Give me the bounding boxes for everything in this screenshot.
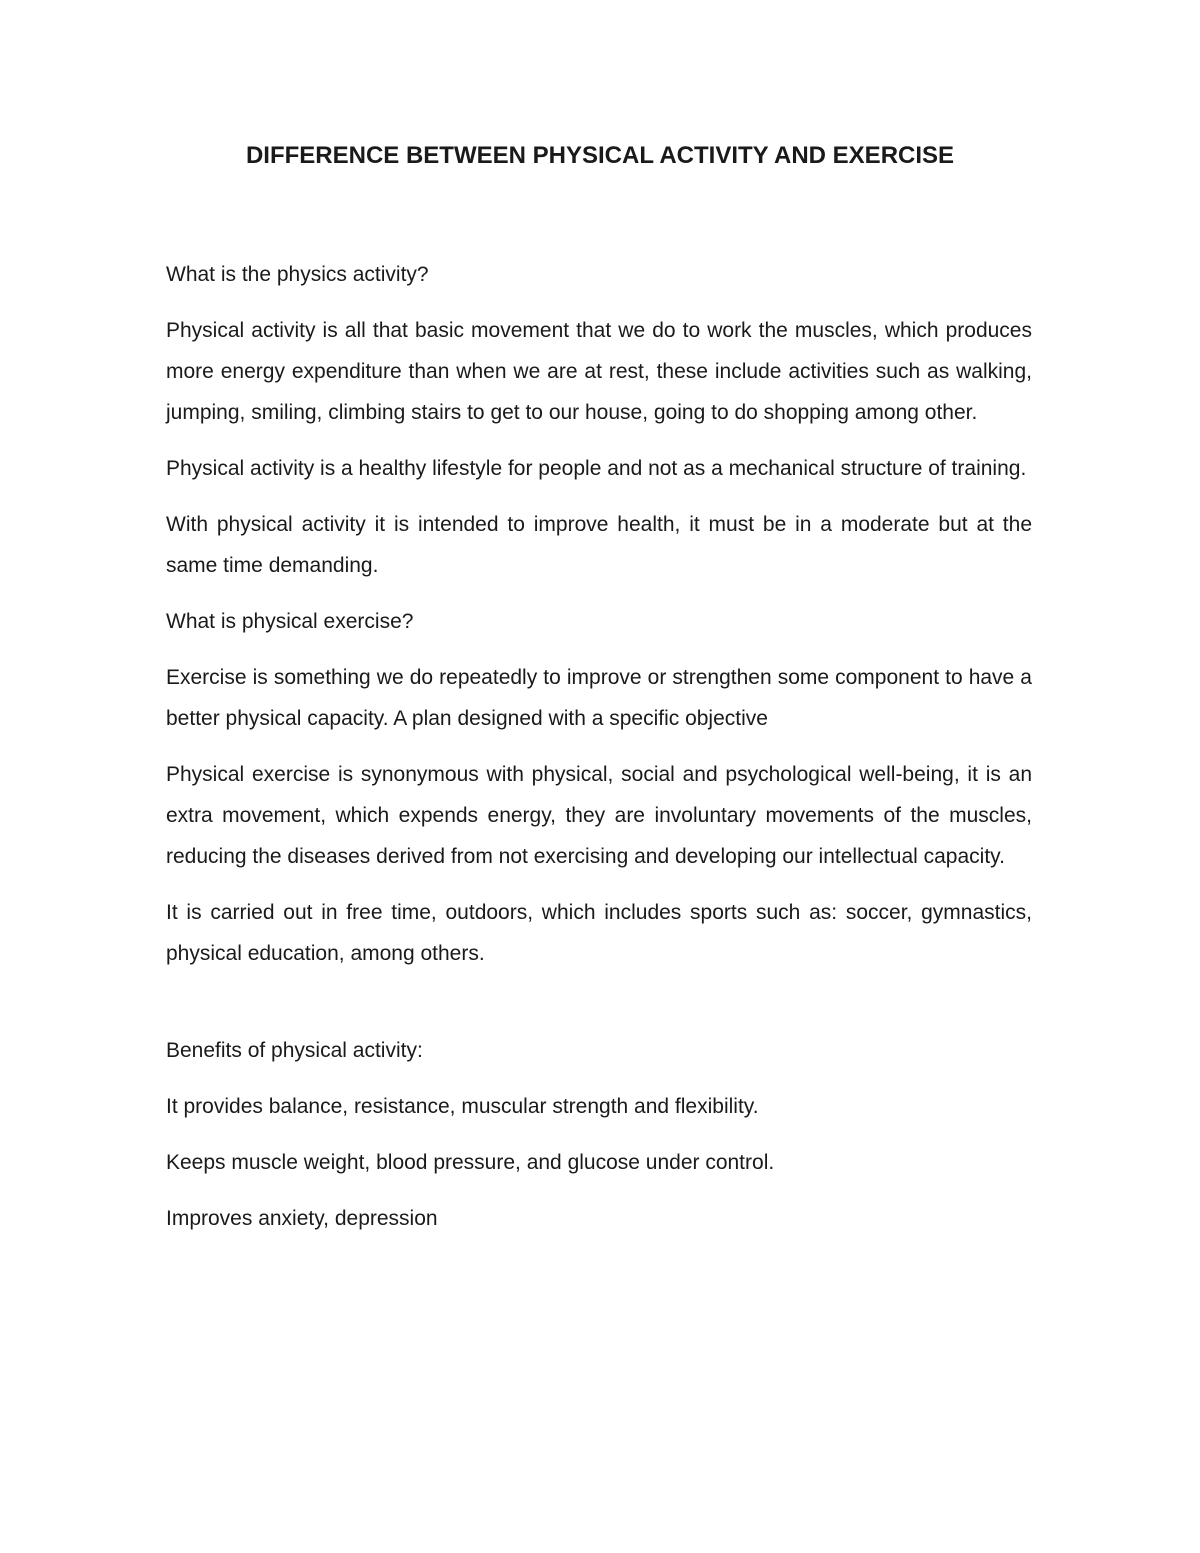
paragraph-exercise-definition: Exercise is something we do repeatedly to improve or strengthen some component to have a better physical capacity. A plan designed with a specific objective [166, 666, 1032, 730]
paragraph-physical-activity-definition: Physical activity is all that basic movement that we do to work the muscles, which produces more energy expenditure than when we are at rest, these include activities such as walking, jumping, smiling, climbing stairs to get to our house, going to do shopping among other. [166, 319, 1032, 424]
document-body [166, 254, 1032, 1254]
paragraph-improve-health: With physical activity it is intended to improve health, it must be in a moderate but at the same time demanding. [166, 513, 1032, 577]
question-physical-exercise: What is physical exercise? [166, 610, 414, 633]
paragraph-exercise-wellbeing: Physical exercise is synonymous with physical, social and psychological well-being, it is an extra movement, which expends energy, they are involuntary movements of the muscles, reducing the diseases derived from not exercising and developing our intellectual capacity. [166, 763, 1032, 868]
question-physical-activity: What is the physics activity? [166, 263, 429, 286]
paragraph-free-time-sports: It is carried out in free time, outdoors, which includes sports such as: soccer, gymnastics, physical education, among others. [166, 901, 1032, 965]
paragraph-healthy-lifestyle: Physical activity is a healthy lifestyle for people and not as a mechanical structure of training. [166, 457, 1027, 480]
blank-line [166, 989, 1032, 1030]
benefit-balance: It provides balance, resistance, muscular strength and flexibility. [166, 1095, 759, 1118]
benefit-muscle-weight: Keeps muscle weight, blood pressure, and glucose under control. [166, 1151, 775, 1174]
heading-benefits: Benefits of physical activity: [166, 1039, 423, 1062]
document-title: DIFFERENCE BETWEEN PHYSICAL ACTIVITY AND EXERCISE [245, 142, 955, 169]
benefit-anxiety: Improves anxiety, depression [166, 1207, 438, 1230]
